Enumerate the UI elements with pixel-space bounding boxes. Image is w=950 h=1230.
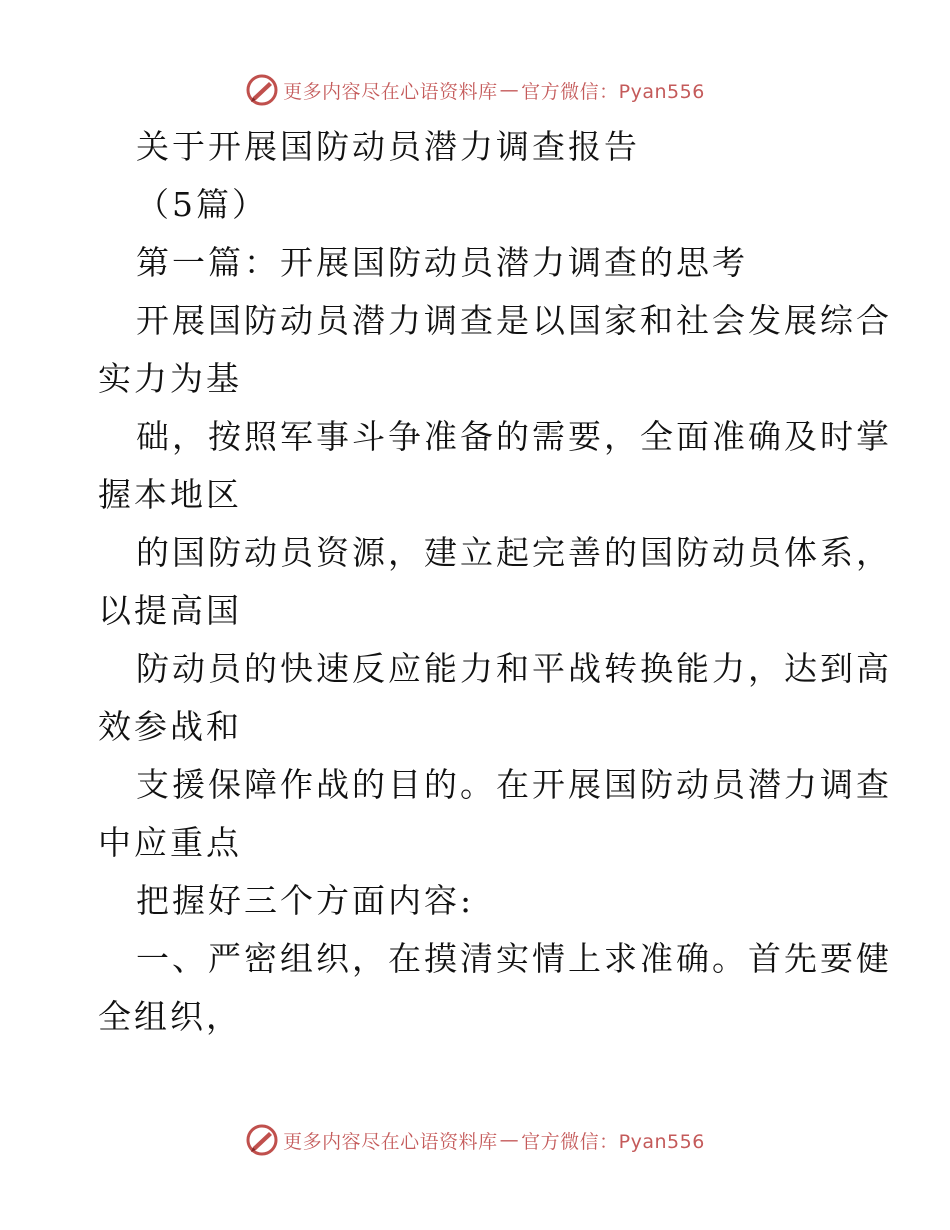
pen-logo-icon <box>245 73 279 107</box>
header-banner <box>0 70 950 110</box>
pen-logo-icon <box>245 1123 279 1157</box>
banner-separator: — <box>499 79 520 101</box>
banner-text: 更多内容尽在心语资料库 <box>283 1130 498 1153</box>
banner-separator: — <box>499 1129 520 1151</box>
text-line: 效参战和 <box>98 707 242 746</box>
text-line: 开展国防动员潜力调查是以国家和社会发展综合 <box>136 301 892 340</box>
banner-suffix: 官方微信：Pyan556 <box>521 80 705 103</box>
text-line: 全组织， <box>98 997 242 1036</box>
text-line: 第一篇：开展国防动员潜力调查的思考 <box>136 243 748 282</box>
text-line: 把握好三个方面内容: <box>136 881 475 920</box>
text-line: 础，按照军事斗争准备的需要，全面准确及时掌 <box>136 417 892 456</box>
text-line: 的国防动员资源，建立起完善的国防动员体系， <box>136 533 892 572</box>
text-line: 一、严密组织，在摸清实情上求准确。首先要健 <box>136 939 892 978</box>
text-line: 中应重点 <box>98 823 242 862</box>
banner-suffix: 官方微信：Pyan556 <box>521 1130 705 1153</box>
footer-banner <box>0 1120 950 1160</box>
text-line: 握本地区 <box>98 475 242 514</box>
document-title: 关于开展国防动员潜力调查报告 <box>136 127 640 166</box>
document-body <box>98 118 892 1046</box>
text-line: 以提高国 <box>98 591 242 630</box>
text-line: 实力为基 <box>98 359 242 398</box>
banner-text: 更多内容尽在心语资料库 <box>283 80 498 103</box>
text-line: 防动员的快速反应能力和平战转换能力，达到高 <box>136 649 892 688</box>
text-line: （5篇） <box>136 185 268 224</box>
text-line: 支援保障作战的目的。在开展国防动员潜力调查 <box>136 765 892 804</box>
